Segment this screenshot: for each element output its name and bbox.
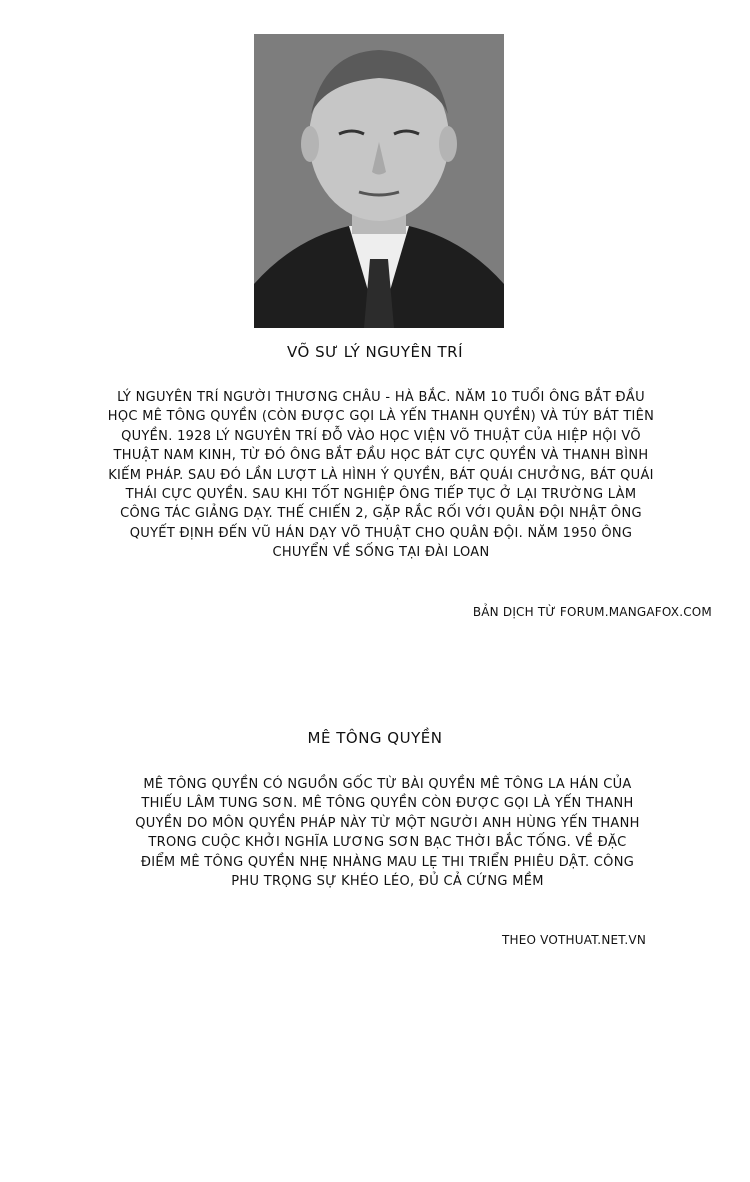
section2-title: MÊ TÔNG QUYỀN bbox=[307, 729, 443, 747]
section1-body: LÝ NGUYÊN TRÍ NGƯỜI THƯƠNG CHÂU - HÀ BẮC. NĂM 10 TUỔI ÔNG BẮT ĐẦU HỌC MÊ TÔNG QUYỀN (CÒN ĐƯỢC GỌI LÀ YẾN THANH QUYỀN) VÀ TÚY BÁT TIÊN QUYỀN. 1928 LÝ NGUYÊN TRÍ ĐỖ VÀO HỌC VIỆN VÕ THUẬT CỦA HIỆP HỘI VÕ THUẬT NAM KINH, TỪ ĐÓ ÔNG BẮT ĐẦU HỌC BÁT CỰC QUYỀN VÀ THANH BÌNH KIẾM PHÁP. SAU ĐÓ LẦN LƯỢT LÀ HÌNH Ý QUYỀN, BÁT QUÁI CHƯỞNG, BÁT QUÁI THÁI CỰC QUYỀN. SAU KHI TỐT NGHIỆP ÔNG TIẾP TỤC Ở LẠI TRƯỜNG LÀM CÔNG TÁC GIẢNG DẠY. THẾ CHIẾN 2, GẶP RẮC RỐI VỚI QUÂN ĐỘI NHẬT ÔNG QUYẾT ĐỊNH ĐẾN VŨ HÁN DẠY VÕ THUẬT CHO QUÂN ĐỘI. NĂM 1950 ÔNG CHUYỂN VỀ SỐNG TẠI ĐÀI LOAN bbox=[107, 390, 655, 561]
section2-body: MÊ TÔNG QUYỀN CÓ NGUỒN GỐC TỪ BÀI QUYỀN MÊ TÔNG LA HÁN CỦA THIẾU LÂM TUNG SƠN. MÊ TÔNG QUYỀN CÒN ĐƯỢC GỌI LÀ YẾN THANH QUYỀN DO MÔN QUYỀN PHÁP NÀY TỪ MỘT NGƯỜI ANH HÙNG YẾN THANH TRONG CUỘC KHỞI NGHĨA LƯƠNG SƠN BẠC THỜI BẮC TỐNG. VỀ ĐẶC ĐIỂM MÊ TÔNG QUYỀN NHẸ NHÀNG MAU LẸ THI TRIỂN PHIÊU DẬT. CÔNG PHU TRỌNG SỰ KHÉO LÉO, ĐỦ CẢ CỨNG MỀM bbox=[135, 777, 640, 890]
section2-credit: THEO VOTHUAT.NET.VN bbox=[501, 933, 646, 947]
section1-credit: BẢN DỊCH TỪ FORUM.MANGAFOX.COM bbox=[472, 605, 712, 619]
section1-title: VÕ SƯ LÝ NGUYÊN TRÍ bbox=[287, 343, 463, 361]
portrait-photo bbox=[254, 34, 504, 328]
portrait-illustration bbox=[254, 34, 504, 328]
